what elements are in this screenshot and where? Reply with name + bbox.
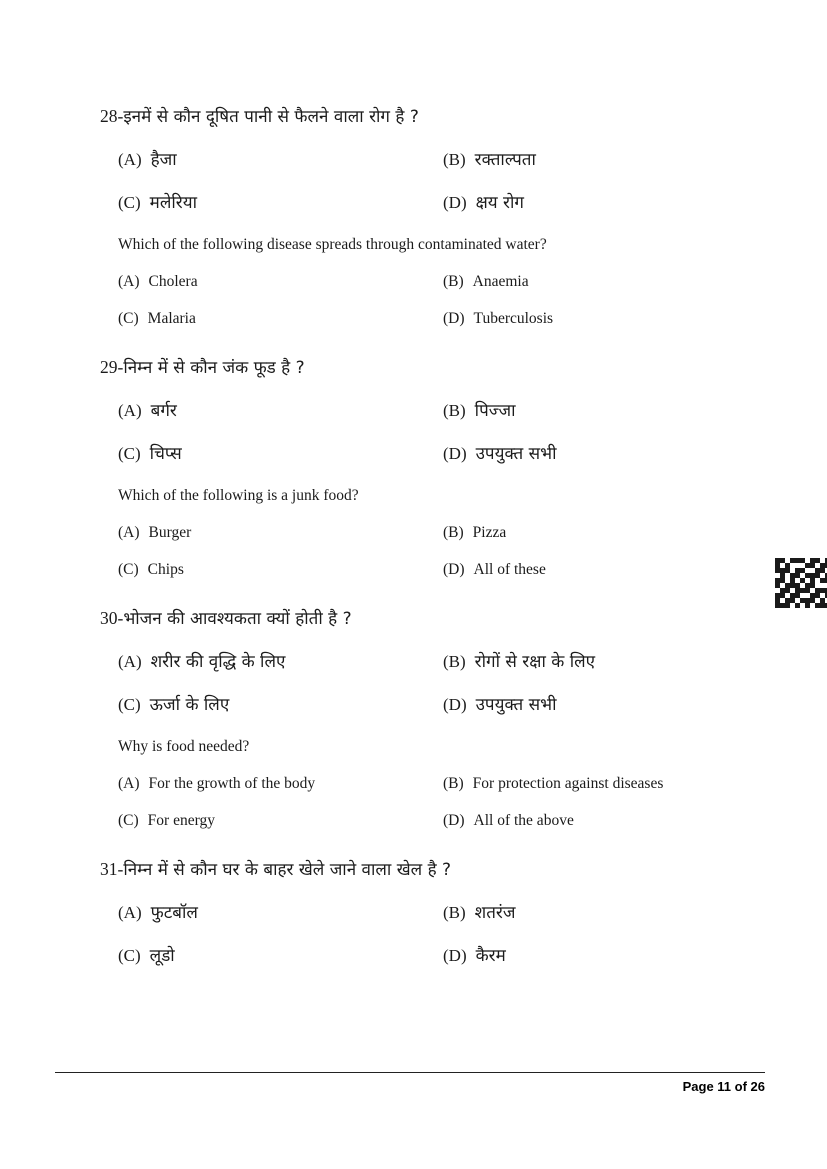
option-row: [118, 776, 769, 792]
option-label: (C): [118, 812, 139, 829]
option-row: [118, 194, 769, 212]
option-label: (C): [118, 946, 141, 965]
option-a: [118, 653, 443, 671]
option-text: ऊर्जा के लिए: [149, 695, 230, 715]
question-text-english: Which of the following disease spreads through contaminated water?: [118, 236, 547, 253]
option-text: All of the above: [473, 812, 574, 829]
option-row: [118, 445, 769, 463]
option-a-english: [118, 525, 443, 541]
option-text: क्षय रोग: [475, 193, 524, 213]
option-label: (C): [118, 561, 139, 578]
option-text: चिप्स: [149, 444, 182, 464]
options-hindi: [118, 653, 769, 714]
option-a: [118, 904, 443, 922]
option-row: [118, 696, 769, 714]
question-text-english: Why is food needed?: [118, 738, 250, 755]
option-label: (D): [443, 193, 467, 212]
question-28: [100, 106, 769, 327]
options-english: [118, 274, 769, 327]
option-text: Tuberculosis: [473, 310, 554, 327]
option-label: (D): [443, 444, 467, 463]
option-d-english: [443, 562, 546, 578]
option-label: (D): [443, 695, 467, 714]
option-label: (A): [118, 652, 142, 671]
option-b: [443, 653, 595, 671]
option-text: उपयुक्त सभी: [475, 444, 557, 464]
option-a-english: [118, 274, 443, 290]
option-c-english: [118, 562, 443, 578]
option-label: (A): [118, 273, 140, 290]
qr-code: [775, 558, 827, 608]
option-text: उपयुक्त सभी: [475, 695, 557, 715]
option-a: [118, 151, 443, 169]
option-label: (A): [118, 775, 140, 792]
option-row: [118, 813, 769, 829]
option-row: [118, 274, 769, 290]
option-b: [443, 904, 516, 922]
option-d: [443, 947, 506, 965]
option-text: शरीर की वृद्धि के लिए: [150, 652, 286, 672]
option-text: पिज्जा: [474, 401, 516, 421]
option-text: रोगों से रक्षा के लिए: [474, 652, 596, 672]
question-heading: [100, 357, 769, 378]
option-text: बर्गर: [150, 401, 177, 421]
option-text: Pizza: [472, 524, 507, 541]
option-text: Anaemia: [472, 273, 529, 290]
option-c-english: [118, 311, 443, 327]
question-29: [100, 357, 769, 578]
question-number: 29-: [100, 357, 124, 377]
option-text: For energy: [147, 812, 215, 829]
option-label: (B): [443, 273, 464, 290]
option-text: रक्ताल्पता: [474, 150, 536, 170]
option-c: [118, 696, 443, 714]
option-b: [443, 402, 515, 420]
question-number: 30-: [100, 608, 124, 628]
option-label: (B): [443, 652, 466, 671]
option-d: [443, 194, 524, 212]
option-d: [443, 696, 557, 714]
option-text: For protection against diseases: [472, 775, 664, 792]
option-text: लूडो: [149, 946, 175, 966]
option-row: [118, 947, 769, 965]
option-text: For the growth of the body: [148, 775, 316, 792]
option-row: [118, 562, 769, 578]
option-label: (B): [443, 775, 464, 792]
option-row: [118, 653, 769, 671]
option-d-english: [443, 311, 553, 327]
options-english: [118, 776, 769, 829]
question-heading: [100, 608, 769, 629]
question-text-english: Which of the following is a junk food?: [118, 487, 359, 504]
option-label: (C): [118, 193, 141, 212]
question-number: 31-: [100, 859, 124, 879]
option-label: (B): [443, 524, 464, 541]
question-text-hindi: निम्न में से कौन जंक फूड है ?: [123, 358, 305, 378]
option-label: (A): [118, 903, 142, 922]
option-row: [118, 904, 769, 922]
option-text: कैरम: [475, 946, 506, 966]
option-label: (C): [118, 695, 141, 714]
page-number: Page 11 of 26: [682, 1079, 765, 1094]
question-number: 28-: [100, 106, 124, 126]
option-label: (C): [118, 310, 139, 327]
option-text: हैजा: [150, 150, 177, 170]
exam-page-content: [100, 106, 769, 995]
question-30: [100, 608, 769, 829]
question-31: [100, 859, 769, 965]
options-hindi: [118, 904, 769, 965]
option-text: Malaria: [147, 310, 196, 327]
option-label: (B): [443, 150, 466, 169]
option-row: [118, 311, 769, 327]
question-heading: [100, 106, 769, 127]
footer-divider: [55, 1072, 765, 1073]
option-row: [118, 151, 769, 169]
question-text-hindi: भोजन की आवश्यकता क्यों होती है ?: [123, 609, 352, 629]
option-a: [118, 402, 443, 420]
option-c-english: [118, 813, 443, 829]
option-text: Chips: [147, 561, 184, 578]
option-text: All of these: [473, 561, 546, 578]
option-text: फुटबॉल: [150, 903, 198, 923]
option-label: (D): [443, 812, 465, 829]
options-hindi: [118, 151, 769, 212]
option-c: [118, 445, 443, 463]
question-text-hindi: इनमें से कौन दूषित पानी से फैलने वाला रोग है ?: [123, 107, 419, 127]
question-text-hindi: निम्न में से कौन घर के बाहर खेले जाने वाला खेल है ?: [123, 860, 452, 880]
option-text: मलेरिया: [149, 193, 197, 213]
option-text: Cholera: [148, 273, 198, 290]
option-row: [118, 402, 769, 420]
option-label: (A): [118, 150, 142, 169]
option-label: (C): [118, 444, 141, 463]
option-b-english: [443, 525, 506, 541]
option-d: [443, 445, 557, 463]
question-heading: [100, 859, 769, 880]
qr-code-inner: [775, 558, 827, 608]
option-b-english: [443, 274, 529, 290]
option-label: (B): [443, 401, 466, 420]
options-hindi: [118, 402, 769, 463]
option-d-english: [443, 813, 574, 829]
option-text: Burger: [148, 524, 192, 541]
option-c: [118, 194, 443, 212]
option-b: [443, 151, 536, 169]
option-label: (D): [443, 310, 465, 327]
options-english: [118, 525, 769, 578]
option-row: [118, 525, 769, 541]
option-a-english: [118, 776, 443, 792]
option-label: (A): [118, 524, 140, 541]
option-b-english: [443, 776, 663, 792]
option-label: (D): [443, 561, 465, 578]
option-label: (A): [118, 401, 142, 420]
option-label: (B): [443, 903, 466, 922]
option-c: [118, 947, 443, 965]
option-text: शतरंज: [474, 903, 516, 923]
option-label: (D): [443, 946, 467, 965]
